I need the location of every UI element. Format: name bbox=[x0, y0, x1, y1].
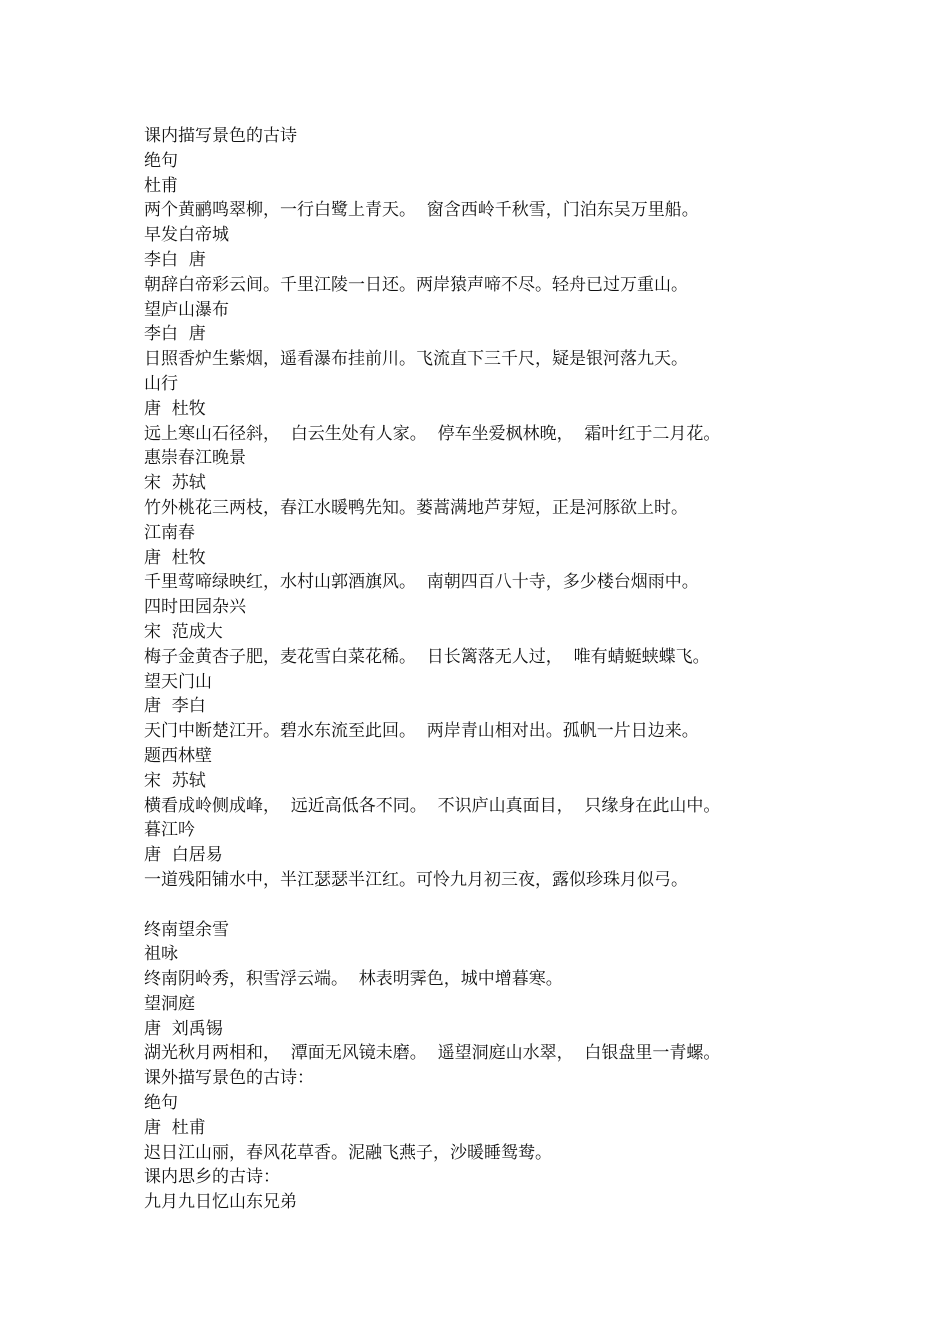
poem-author: 祖咏 bbox=[144, 944, 178, 965]
poem-title: 山行 bbox=[144, 373, 178, 394]
section-heading: 课内描写景色的古诗 bbox=[144, 126, 297, 146]
poem-title: 望天门山 bbox=[144, 671, 212, 692]
poem-author: 唐 杜牧 bbox=[144, 398, 206, 419]
poem-text: 日照香炉生紫烟，遥看瀑布挂前川。飞流直下三千尺，疑是银河落九天。 bbox=[144, 349, 688, 370]
poem-author: 唐 李白 bbox=[144, 696, 206, 717]
poem-text: 迟日江山丽，春风花草香。泥融飞燕子，沙暖睡鸳鸯。 bbox=[144, 1142, 552, 1163]
section-heading: 课内思乡的古诗： bbox=[144, 1167, 280, 1188]
poem-text: 一道残阳铺水中，半江瑟瑟半江红。可怜九月初三夜，露似珍珠月似弓。 bbox=[144, 869, 688, 890]
poem-author: 李白 唐 bbox=[144, 249, 206, 270]
poem-author: 唐 刘禹锡 bbox=[144, 1018, 223, 1039]
poem-text: 两个黄鹂鸣翠柳，一行白鹭上青天。 窗含西岭千秋雪，门泊东吴万里船。 bbox=[144, 200, 699, 221]
poem-author: 唐 杜甫 bbox=[144, 1117, 206, 1138]
poem-title: 暮江吟 bbox=[144, 820, 195, 841]
document-body bbox=[144, 124, 844, 1215]
poem-title: 绝句 bbox=[144, 150, 178, 171]
poem-title: 望庐山瀑布 bbox=[144, 299, 229, 320]
poem-text: 远上寒山石径斜， 白云生处有人家。 停车坐爱枫林晚， 霜叶红于二月花。 bbox=[144, 423, 721, 444]
poem-title: 惠崇春江晚景 bbox=[144, 448, 246, 469]
poem-text: 梅子金黄杏子肥，麦花雪白菜花稀。 日长篱落无人过， 唯有蜻蜓蛱蝶飞。 bbox=[144, 646, 710, 667]
poem-title: 望洞庭 bbox=[144, 993, 195, 1014]
poem-author: 宋 苏轼 bbox=[144, 473, 206, 494]
poem-author: 唐 杜牧 bbox=[144, 547, 206, 568]
poem-author: 李白 唐 bbox=[144, 324, 206, 345]
poem-title: 江南春 bbox=[144, 522, 195, 543]
poem-text: 湖光秋月两相和， 潭面无风镜未磨。 遥望洞庭山水翠， 白银盘里一青螺。 bbox=[144, 1043, 721, 1064]
poem-author: 唐 白居易 bbox=[144, 845, 223, 866]
section-heading: 课外描写景色的古诗： bbox=[144, 1068, 314, 1089]
poem-author: 杜甫 bbox=[144, 175, 178, 196]
poem-text: 天门中断楚江开。碧水东流至此回。 两岸青山相对出。孤帆一片日边来。 bbox=[144, 721, 699, 742]
poem-title: 题西林壁 bbox=[144, 745, 212, 766]
poem-text: 横看成岭侧成峰， 远近高低各不同。 不识庐山真面目， 只缘身在此山中。 bbox=[144, 795, 721, 816]
poem-title: 早发白帝城 bbox=[144, 225, 229, 246]
blank-line bbox=[144, 893, 844, 918]
poem-text: 千里莺啼绿映红，水村山郭酒旗风。 南朝四百八十寺，多少楼台烟雨中。 bbox=[144, 572, 699, 593]
poem-author: 宋 范成大 bbox=[144, 621, 223, 642]
poem-title: 绝句 bbox=[144, 1093, 178, 1114]
poem-title: 四时田园杂兴 bbox=[144, 597, 246, 618]
poem-text: 终南阴岭秀，积雪浮云端。 林表明霁色，城中增暮寒。 bbox=[144, 969, 563, 990]
poem-text: 朝辞白帝彩云间。千里江陵一日还。两岸猿声啼不尽。轻舟已过万重山。 bbox=[144, 274, 688, 295]
poem-text: 竹外桃花三两枝，春江水暖鸭先知。蒌蒿满地芦芽短，正是河豚欲上时。 bbox=[144, 497, 688, 518]
poem-author: 宋 苏轼 bbox=[144, 770, 206, 791]
poem-title: 九月九日忆山东兄弟 bbox=[144, 1192, 297, 1213]
poem-title: 终南望余雪 bbox=[144, 919, 229, 940]
